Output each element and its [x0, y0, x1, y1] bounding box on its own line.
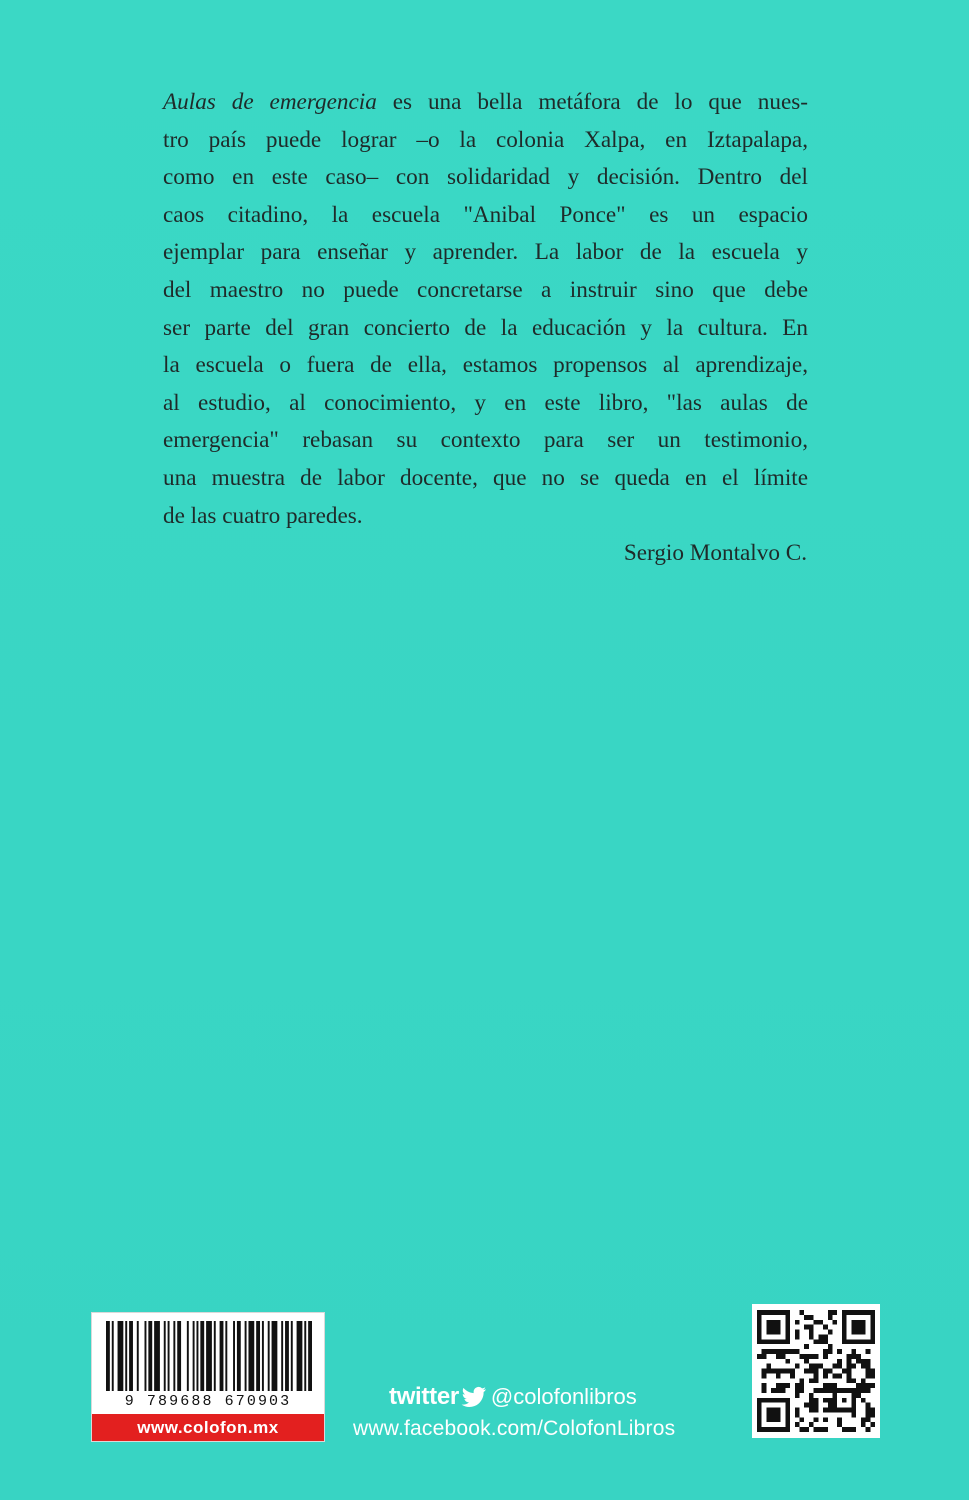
- qr-module: [828, 1330, 833, 1335]
- qr-module: [861, 1422, 866, 1427]
- qr-module: [837, 1349, 842, 1354]
- barcode-bar: [106, 1321, 110, 1391]
- qr-module: [837, 1373, 842, 1378]
- barcode-bar: [281, 1321, 283, 1391]
- qr-module: [781, 1349, 786, 1354]
- qr-module: [799, 1310, 804, 1315]
- qr-module: [785, 1383, 790, 1388]
- qr-module: [814, 1408, 819, 1413]
- qr-module: [809, 1330, 814, 1335]
- qr-module: [823, 1398, 828, 1403]
- qr-code-pattern: [757, 1310, 875, 1432]
- qr-module: [818, 1364, 823, 1369]
- qr-module: [814, 1354, 819, 1359]
- facebook-url[interactable]: www.facebook.com/ColofonLibros: [353, 1417, 676, 1440]
- qr-module: [818, 1320, 823, 1325]
- qr-module: [847, 1427, 852, 1432]
- qr-module: [762, 1354, 767, 1359]
- barcode-bar: [272, 1321, 278, 1391]
- qr-module: [790, 1349, 795, 1354]
- qr-module: [771, 1349, 776, 1354]
- barcode-bar: [225, 1321, 227, 1391]
- qr-module: [866, 1349, 871, 1354]
- qr-module: [776, 1383, 781, 1388]
- qr-module: [766, 1369, 771, 1374]
- qr-module: [818, 1388, 823, 1393]
- qr-module: [818, 1334, 823, 1339]
- qr-module: [870, 1373, 875, 1378]
- barcode-bar: [118, 1321, 124, 1391]
- barcode-bar: [137, 1321, 139, 1391]
- qr-module: [762, 1373, 767, 1378]
- qr-module: [795, 1408, 800, 1413]
- qr-module: [823, 1354, 828, 1359]
- qr-module: [814, 1364, 819, 1369]
- qr-module: [823, 1408, 828, 1413]
- qr-module: [866, 1403, 871, 1408]
- qr-module: [823, 1334, 828, 1339]
- qr-module: [809, 1315, 814, 1320]
- qr-module: [851, 1354, 856, 1359]
- qr-module: [828, 1344, 833, 1349]
- qr-module: [785, 1369, 790, 1374]
- qr-module: [790, 1373, 795, 1378]
- qr-module: [866, 1417, 871, 1422]
- qr-module: [861, 1359, 866, 1364]
- qr-module: [814, 1369, 819, 1374]
- barcode-bar: [196, 1321, 198, 1391]
- qr-module: [804, 1344, 809, 1349]
- barcode-bar: [262, 1321, 264, 1391]
- qr-module: [776, 1349, 781, 1354]
- qr-module: [866, 1427, 871, 1432]
- qr-module: [795, 1364, 800, 1369]
- qr-module: [804, 1315, 809, 1320]
- qr-module: [870, 1422, 875, 1427]
- qr-module: [818, 1427, 823, 1432]
- qr-module: [757, 1354, 762, 1359]
- qr-module: [781, 1354, 786, 1359]
- qr-module: [842, 1369, 847, 1374]
- qr-module: [833, 1310, 838, 1315]
- blurb-line: la escuela o fuera de ella, estamos propensos al aprendizaje,: [163, 352, 808, 379]
- blurb-line: ejemplar para enseñar y aprender. La labor de la escuela y: [163, 239, 808, 266]
- qr-module: [804, 1359, 809, 1364]
- publisher-url[interactable]: www.colofon.mx: [92, 1414, 324, 1441]
- qr-module: [814, 1398, 819, 1403]
- qr-module: [762, 1383, 767, 1388]
- twitter-bird-icon: [461, 1386, 487, 1408]
- barcode-bar: [308, 1321, 312, 1391]
- barcode-bar: [145, 1321, 147, 1391]
- qr-module: [766, 1364, 771, 1369]
- qr-module: [842, 1427, 847, 1432]
- qr-module: [814, 1388, 819, 1393]
- qr-module: [861, 1398, 866, 1403]
- qr-module: [823, 1373, 828, 1378]
- blurb-line: del maestro no puede concretarse a instruir sino que debe: [163, 276, 808, 303]
- qr-module: [856, 1388, 861, 1393]
- qr-module: [866, 1373, 871, 1378]
- qr-module: [823, 1427, 828, 1432]
- qr-module: [809, 1325, 814, 1330]
- qr-module: [814, 1320, 819, 1325]
- barcode-bar: [200, 1321, 204, 1391]
- qr-module: [833, 1373, 838, 1378]
- qr-module: [799, 1383, 804, 1388]
- qr-module: [833, 1364, 838, 1369]
- qr-module: [795, 1330, 800, 1335]
- qr-module: [861, 1364, 866, 1369]
- qr-module: [856, 1383, 861, 1388]
- qr-module: [795, 1383, 800, 1388]
- qr-module: [828, 1369, 833, 1374]
- qr-module: [762, 1349, 767, 1354]
- qr-module: [828, 1310, 833, 1315]
- qr-module: [837, 1359, 842, 1364]
- qr-module: [762, 1369, 767, 1374]
- qr-module: [799, 1388, 804, 1393]
- twitter-wordmark: twitter: [389, 1383, 459, 1410]
- qr-module: [809, 1393, 814, 1398]
- qr-module: [847, 1359, 852, 1364]
- qr-module: [851, 1349, 856, 1354]
- barcode-bar: [220, 1321, 224, 1391]
- qr-module: [804, 1325, 809, 1330]
- qr-module: [804, 1403, 809, 1408]
- qr-module: [776, 1373, 781, 1378]
- qr-module: [804, 1369, 809, 1374]
- qr-module: [771, 1388, 776, 1393]
- blurb-line: tro país puede lograr –o la colonia Xalpa, en Iztapalapa,: [163, 126, 808, 153]
- barcode-bar: [248, 1321, 254, 1391]
- qr-module: [847, 1354, 852, 1359]
- qr-module: [799, 1417, 804, 1422]
- qr-module: [795, 1412, 800, 1417]
- qr-module: [799, 1427, 804, 1432]
- qr-module: [866, 1412, 871, 1417]
- barcode-bar: [268, 1321, 270, 1391]
- barcode-bar: [206, 1321, 212, 1391]
- qr-module: [837, 1364, 842, 1369]
- barcode-bars: [106, 1321, 312, 1391]
- book-title-italic: Aulas de emergencia: [163, 89, 377, 115]
- qr-module: [837, 1422, 842, 1427]
- qr-module: [795, 1393, 800, 1398]
- qr-module: [828, 1403, 833, 1408]
- barcode-bar: [285, 1321, 289, 1391]
- qr-module: [851, 1378, 856, 1383]
- barcode-bar: [304, 1321, 306, 1391]
- qr-module: [776, 1354, 781, 1359]
- barcode-bar: [177, 1321, 181, 1391]
- barcode-bar: [237, 1321, 241, 1391]
- qr-module: [795, 1334, 800, 1339]
- blurb-line: ser parte del gran concierto de la educación y la cultura. En: [163, 314, 808, 341]
- back-cover-blurb: [163, 84, 808, 535]
- qr-module: [814, 1339, 819, 1344]
- qr-module: [870, 1408, 875, 1413]
- qr-module: [785, 1349, 790, 1354]
- barcode-bar: [164, 1321, 166, 1391]
- qr-module: [828, 1388, 833, 1393]
- qr-module: [870, 1412, 875, 1417]
- qr-module: [861, 1378, 866, 1383]
- barcode-digits: 9 789688 670903: [124, 1393, 292, 1410]
- qr-module: [851, 1320, 865, 1335]
- twitter-handle: @colofonlibros: [490, 1384, 637, 1409]
- qr-module: [809, 1378, 814, 1383]
- qr-module: [861, 1417, 866, 1422]
- qr-module: [828, 1349, 833, 1354]
- qr-module: [870, 1383, 875, 1388]
- qr-module: [861, 1383, 866, 1388]
- qr-module: [795, 1320, 800, 1325]
- qr-code[interactable]: [752, 1304, 880, 1438]
- qr-module: [809, 1334, 814, 1339]
- qr-module: [851, 1412, 856, 1417]
- qr-module: [828, 1315, 833, 1320]
- qr-module: [823, 1349, 828, 1354]
- qr-module: [861, 1388, 866, 1393]
- blurb-line: de las cuatro paredes.: [163, 502, 363, 529]
- qr-module: [847, 1373, 852, 1378]
- qr-module: [856, 1359, 861, 1364]
- barcode-bar: [233, 1321, 235, 1391]
- qr-module: [804, 1354, 809, 1359]
- qr-module: [776, 1388, 781, 1393]
- qr-module: [814, 1427, 819, 1432]
- blurb-line: [163, 84, 808, 122]
- qr-module: [804, 1427, 809, 1432]
- qr-module: [814, 1373, 819, 1378]
- blurb-signature: Sergio Montalvo C.: [623, 540, 807, 566]
- qr-module: [833, 1383, 838, 1388]
- qr-module: [851, 1427, 856, 1432]
- qr-module: [799, 1354, 804, 1359]
- qr-module: [781, 1369, 786, 1374]
- qr-module: [766, 1408, 780, 1423]
- qr-module: [866, 1388, 871, 1393]
- blurb-line: emergencia" rebasan su contexto para ser un testimonio,: [163, 427, 808, 454]
- qr-module: [828, 1383, 833, 1388]
- qr-module: [799, 1378, 804, 1383]
- qr-module: [809, 1408, 814, 1413]
- barcode-bar: [214, 1321, 216, 1391]
- barcode-bar: [154, 1321, 160, 1391]
- barcode-bar: [193, 1321, 195, 1391]
- blurb-line: como en este caso– con solidaridad y decisión. Dentro del: [163, 164, 808, 191]
- qr-module: [823, 1383, 828, 1388]
- qr-module: [795, 1422, 800, 1427]
- barcode-bar: [112, 1321, 114, 1391]
- qr-module: [790, 1369, 795, 1374]
- qr-module: [823, 1417, 828, 1422]
- qr-module: [795, 1388, 800, 1393]
- barcode-bar: [245, 1321, 247, 1391]
- qr-module: [866, 1383, 871, 1388]
- barcode-bar: [187, 1321, 189, 1391]
- barcode-bar: [297, 1321, 303, 1391]
- qr-module: [823, 1388, 828, 1393]
- barcode-bar: [125, 1321, 127, 1391]
- qr-module: [837, 1417, 842, 1422]
- twitter-line[interactable]: [389, 1380, 637, 1414]
- qr-module: [833, 1320, 838, 1325]
- barcode-bar: [256, 1321, 260, 1391]
- barcode-bar: [148, 1321, 152, 1391]
- qr-module: [809, 1364, 814, 1369]
- blurb-line: caos citadino, la escuela "Anibal Ponce" es un espacio: [163, 201, 808, 228]
- barcode-bar: [129, 1321, 133, 1391]
- qr-module: [762, 1388, 767, 1393]
- qr-module: [818, 1339, 823, 1344]
- qr-module: [785, 1359, 790, 1364]
- blurb-line: al estudio, al conocimiento, y en este libro, "las aulas de: [163, 389, 808, 416]
- qr-module: [809, 1354, 814, 1359]
- qr-module: [828, 1408, 833, 1413]
- qr-module: [781, 1388, 786, 1393]
- qr-module: [866, 1369, 871, 1374]
- barcode-bar: [168, 1321, 170, 1391]
- qr-module: [809, 1403, 814, 1408]
- qr-module: [776, 1369, 781, 1374]
- qr-module: [809, 1422, 814, 1427]
- qr-module: [847, 1364, 852, 1369]
- qr-module: [856, 1354, 861, 1359]
- qr-module: [781, 1383, 786, 1388]
- qr-module: [866, 1359, 871, 1364]
- qr-module: [823, 1369, 828, 1374]
- qr-module: [823, 1339, 828, 1344]
- qr-module: [842, 1398, 847, 1403]
- qr-module: [814, 1378, 819, 1383]
- qr-module: [814, 1403, 819, 1408]
- qr-module: [809, 1369, 814, 1374]
- qr-module: [795, 1349, 800, 1354]
- qr-module: [771, 1369, 776, 1374]
- qr-module: [866, 1364, 871, 1369]
- barcode-bar: [173, 1321, 175, 1391]
- blurb-line-text: es una bella metáfora de lo que nues-: [376, 89, 808, 115]
- qr-module: [847, 1378, 852, 1383]
- barcode-bar: [291, 1321, 293, 1391]
- qr-module: [814, 1417, 819, 1422]
- qr-module: [870, 1369, 875, 1374]
- qr-module: [856, 1393, 861, 1398]
- blurb-line: una muestra de labor docente, que no se queda en el límite: [163, 464, 808, 491]
- qr-module: [851, 1364, 856, 1369]
- qr-module: [766, 1349, 771, 1354]
- qr-module: [823, 1325, 828, 1330]
- qr-module: [866, 1408, 871, 1413]
- qr-module: [847, 1369, 852, 1374]
- qr-module: [828, 1398, 833, 1403]
- qr-module: [766, 1320, 780, 1335]
- qr-module: [809, 1398, 814, 1403]
